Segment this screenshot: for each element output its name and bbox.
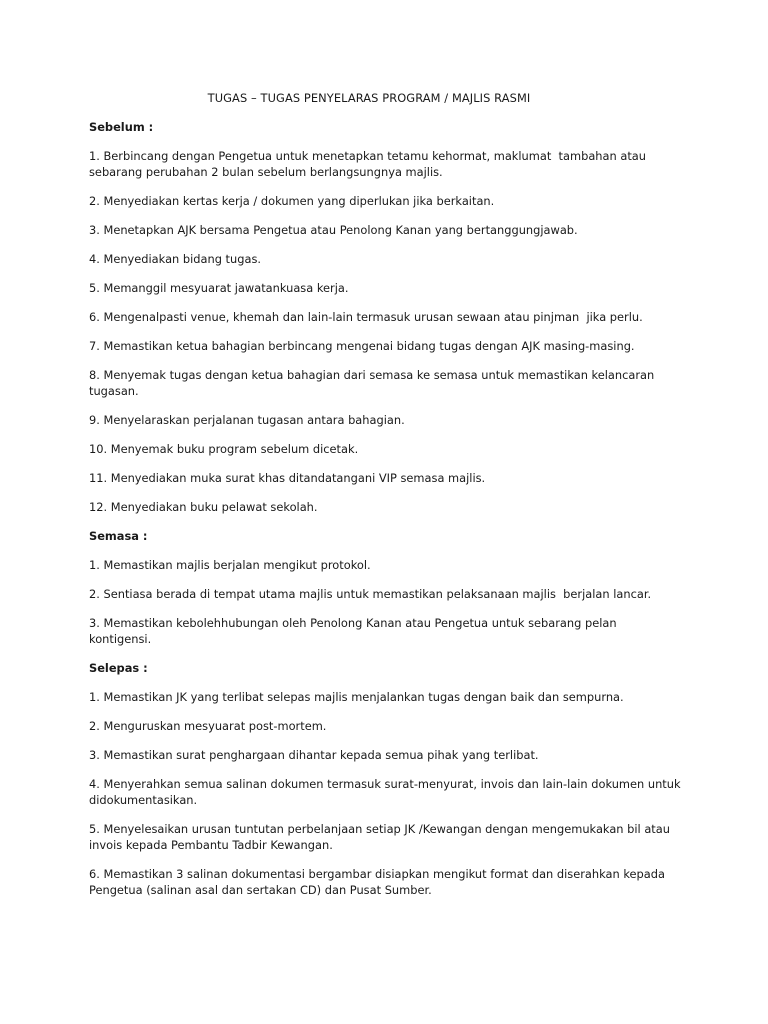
list-item: 1. Berbincang dengan Pengetua untuk menetapkan tetamu kehormat, maklumat tambahan atau sebarang perubahan 2 bulan sebelum berlangsungnya majlis. [89,149,646,179]
list-item: 5. Menyelesaikan urusan tuntutan perbelanjaan setiap JK /Kewangan dengan mengemukakan bil atau invois kepada Pembantu Tadbir Kewangan. [89,822,670,852]
section-selepas [89,660,689,898]
document-content [89,90,689,911]
list-item: 3. Memastikan kebolehhubungan oleh Penolong Kanan atau Pengetua untuk sebarang pelan kontigensi. [89,616,617,646]
list-item: 2. Sentiasa berada di tempat utama majlis untuk memastikan pelaksanaan majlis berjalan lancar. [89,587,652,601]
list-item: 7. Memastikan ketua bahagian berbincang mengenai bidang tugas dengan AJK masing-masing. [89,339,635,353]
list-item: 1. Memastikan majlis berjalan mengikut protokol. [89,558,371,572]
list-item: 6. Mengenalpasti venue, khemah dan lain-lain termasuk urusan sewaan atau pinjman jika perlu. [89,310,643,324]
list-item: 12. Menyediakan buku pelawat sekolah. [89,500,318,514]
list-item: 2. Menguruskan mesyuarat post-mortem. [89,719,327,733]
list-item: 8. Menyemak tugas dengan ketua bahagian dari semasa ke semasa untuk memastikan kelancaran tugasan. [89,368,655,398]
list-item: 3. Memastikan surat penghargaan dihantar kepada semua pihak yang terlibat. [89,748,539,762]
list-item: 9. Menyelaraskan perjalanan tugasan antara bahagian. [89,413,405,427]
section-heading: Selepas : [89,661,148,675]
list-item: 1. Memastikan JK yang terlibat selepas majlis menjalankan tugas dengan baik dan sempurna. [89,690,624,704]
list-item: 4. Menyerahkan semua salinan dokumen termasuk surat-menyurat, invois dan lain-lain dokumen untuk didokumentasikan. [89,777,681,807]
section-semasa [89,528,689,647]
section-heading: Sebelum : [89,120,154,134]
list-item: 11. Menyediakan muka surat khas ditandatangani VIP semasa majlis. [89,471,486,485]
list-item: 3. Menetapkan AJK bersama Pengetua atau Penolong Kanan yang bertanggungjawab. [89,223,578,237]
list-item: 6. Memastikan 3 salinan dokumentasi bergambar disiapkan mengikut format dan diserahkan kepada Pengetua (salinan asal dan sertakan CD) dan Pusat Sumber. [89,867,665,897]
section-sebelum [89,119,689,515]
list-item: 2. Menyediakan kertas kerja / dokumen yang diperlukan jika berkaitan. [89,194,495,208]
list-item: 5. Memanggil mesyuarat jawatankuasa kerja. [89,281,349,295]
list-item: 10. Menyemak buku program sebelum dicetak. [89,442,359,456]
section-heading: Semasa : [89,529,148,543]
document-title: TUGAS – TUGAS PENYELARAS PROGRAM / MAJLIS RASMI [207,91,531,105]
list-item: 4. Menyediakan bidang tugas. [89,252,262,266]
